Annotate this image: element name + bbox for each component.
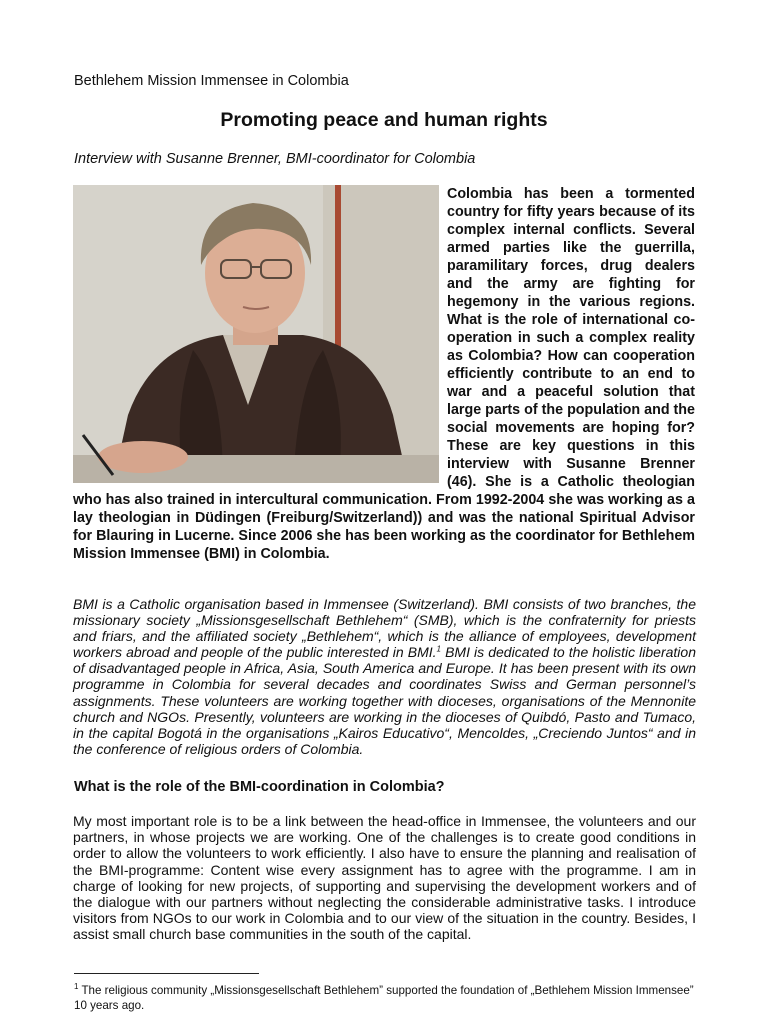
footnote <box>74 983 696 1013</box>
footnote-divider <box>74 973 259 974</box>
portrait-illustration <box>73 185 439 483</box>
interview-question: What is the role of the BMI-coordination in Colombia? <box>74 779 445 795</box>
bmi-info-text-part-2: BMI is dedicated to the holistic liberation of disadvantaged people in Africa, Asia, South America and Europe. It has been present with its own programme in Colombia for several decades and coordinates Swiss and German personnel’s assignments. These volunteers are working together with dioceses, organisations of the Mennonite church and NGOs. Presently, volunteers are working in the dioceses of Quibdó, Pasto and Tumaco, in the capital Bogotá in the organisations „Kairos Educativo“, Mencoldes, „Creciendo Juntos“ and in the conference of religious orders of Colombia. <box>73 644 696 757</box>
document-header: Bethlehem Mission Immensee in Colombia <box>74 73 349 89</box>
intro-block <box>73 185 695 563</box>
bmi-info-paragraph <box>73 596 696 757</box>
portrait-photo <box>73 185 439 483</box>
intro-text: Colombia has been a tormented country for fifty years because of its complex internal conflicts. Several armed parties like the guerrilla, paramilitary forces, drug dealers and the army are fighting for hegemony in the various regions. What is the role of international co-operation in such a complex reality as Colombia? How can cooperation efficiently contribute to an end to war and a peaceful solution that large parts of the population and the social movements are hoping for? These are key questions in this interview with Susanne Brenner (46). She is a Catholic theologian who has also trained in intercultural communication. From 1992-2004 she was working as a lay theologian in Düdingen (Freiburg/Switzerland)) and was the national Spiritual Advisor for Blauring in Lucerne. Since 2006 she has been working as the coordinator for Bethlehem Mission Immensee (BMI) in Colombia. <box>73 186 695 562</box>
interview-answer: My most important role is to be a link between the head-office in Immensee, the volunteers and our partners, in whose projects we are working. One of the challenges is to create good conditions in order to allow the volunteers to work efficiently. I also have to ensure the planning and realisation of the BMI-programme: Content wise every assignment has to agree with the programme. I am in charge of looking for new projects, of supporting and supervising the development workers and of the dialogue with our partners without neglecting the considerable administrative tasks. I introduce visitors from NGOs to our work in Colombia and to our view of the situation in the country. Besides, I assist small church base communities in the south of the capital. <box>73 813 696 943</box>
bmi-info-text-part-1: BMI is a Catholic organisation based in Immensee (Switzerland). BMI consists of two branches, the missionary society „Missionsgesellschaft Bethlehem“ (SMB), which is the confraternity for priests and friars, and the affiliated society „Bethlehem“, which is the alliance of employees, development workers abroad and people of the public interested in BMI. <box>73 596 696 661</box>
footnote-reference[interactable]: 1 <box>436 644 441 654</box>
footnote-marker: 1 <box>74 982 79 992</box>
article-title: Promoting peace and human rights <box>220 109 548 131</box>
footnote-text: The religious community „Missionsgesellschaft Bethlehem” supported the foundation of „Bethlehem Mission Immensee” 10 years ago. <box>74 984 694 1012</box>
article-subtitle: Interview with Susanne Brenner, BMI-coordinator for Colombia <box>74 151 476 167</box>
